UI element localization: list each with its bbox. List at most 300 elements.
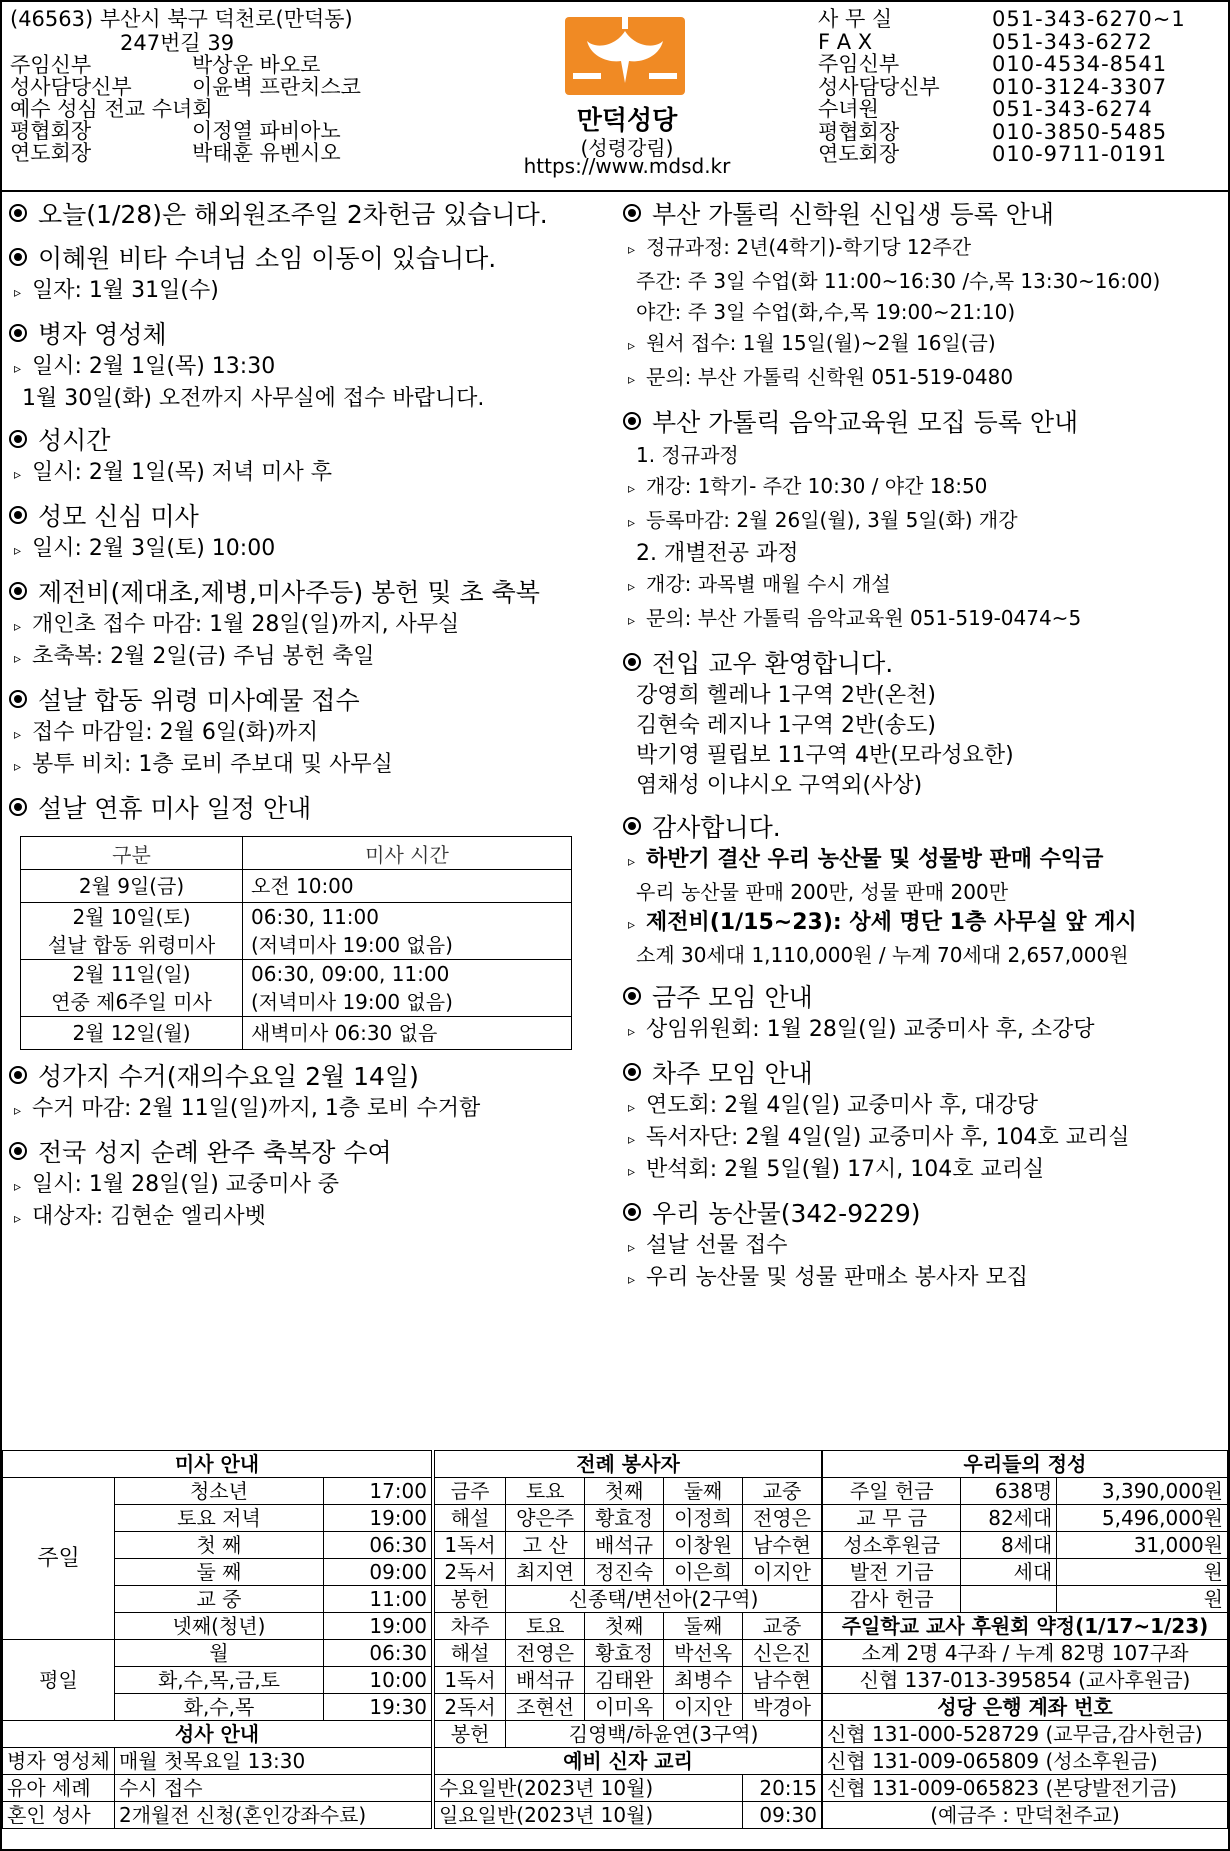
table-cell: 넷째(청년)	[114, 1613, 323, 1640]
notice-item	[622, 569, 1222, 603]
table-cell: 해설	[435, 1505, 506, 1532]
staff-role: 예수 성심 전교 수녀회	[10, 97, 213, 121]
dove-logo-icon	[565, 17, 685, 95]
triangle-right-icon: ▹	[628, 242, 636, 258]
table-cell: 혼인 성사	[3, 1802, 115, 1829]
notice-item	[8, 276, 608, 308]
notice-item-text: 일시: 1월 28일(일) 교중미사 중	[32, 1172, 340, 1197]
table-cell: 남수현	[743, 1532, 822, 1559]
table-cell: 638명	[961, 1478, 1057, 1505]
notice-item	[622, 711, 1222, 741]
table-cell: 2독서	[435, 1694, 506, 1721]
table-cell: 20:15	[743, 1775, 822, 1802]
mass-day-cell	[21, 960, 243, 1017]
notice-item-text: 2. 개별전공 과정	[636, 541, 799, 566]
table-cell: 청소년	[114, 1478, 323, 1505]
table-cell: 평일	[3, 1640, 115, 1721]
notice-item-text: 일자: 1월 31일(수)	[32, 278, 219, 303]
table-row	[823, 1613, 1228, 1640]
table-row	[823, 1451, 1228, 1478]
table-cell: 주일	[3, 1478, 115, 1640]
table-cell: 고 산	[506, 1532, 585, 1559]
church-url[interactable]: https://www.mdsd.kr	[523, 154, 731, 178]
table-cell: 이지안	[743, 1559, 822, 1586]
notice-title-text: 설날 합동 위령 미사예물 접수	[38, 686, 360, 715]
notice-item	[8, 750, 608, 782]
notice-item	[622, 328, 1222, 362]
notice-item	[622, 603, 1222, 637]
notice-item	[622, 232, 1222, 266]
notice-section	[8, 1060, 608, 1126]
notice-item	[622, 297, 1222, 328]
triangle-right-icon: ▹	[14, 285, 22, 301]
notice-section	[622, 1057, 1222, 1187]
triangle-right-icon: ▹	[628, 613, 636, 629]
notice-item	[622, 845, 1222, 877]
table-cell: 31,000원	[1057, 1532, 1228, 1559]
table-cell: 전례 봉사자	[435, 1451, 822, 1478]
table-cell: 82세대	[961, 1505, 1057, 1532]
table-row	[823, 1640, 1228, 1667]
table-cell: 김영백/하윤연(3구역)	[506, 1721, 822, 1748]
notice-item-text: 일시: 2월 1일(목) 저녁 미사 후	[32, 460, 333, 485]
triangle-right-icon: ▹	[628, 515, 636, 531]
table-cell: 신은진	[743, 1640, 822, 1667]
mass-day: 2월 9일(금)	[78, 874, 185, 898]
notice-title-text: 제전비(제대초,제병,미사주등) 봉헌 및 초 축복	[38, 578, 540, 607]
church-subtitle: (성령강림)	[580, 136, 674, 160]
table-cell: 둘째	[664, 1478, 743, 1505]
triangle-right-icon: ▹	[628, 1024, 636, 1040]
lunar-new-year-mass-table	[20, 836, 572, 1050]
table-cell: 유아 세례	[3, 1775, 115, 1802]
table-cell: 최지연	[506, 1559, 585, 1586]
notice-section	[622, 406, 1222, 637]
staff-name: 박상운 바오로	[192, 53, 321, 77]
mass-time: 새벽미사 06:30 없음	[251, 1021, 438, 1045]
notice-title-text: 감사합니다.	[652, 813, 781, 842]
notice-item	[622, 440, 1222, 471]
notice-section	[8, 318, 608, 414]
triangle-right-icon: ▹	[14, 759, 22, 775]
circle-dot-icon	[622, 1197, 652, 1231]
notice-item	[8, 1170, 608, 1202]
staff-name: 이윤벽 프란치스코	[192, 75, 361, 99]
table-cell: 황효정	[585, 1640, 664, 1667]
notice-item	[8, 610, 608, 642]
table-cell: 19:00	[323, 1613, 431, 1640]
notice-item	[622, 1263, 1222, 1295]
contact-number: 010-3850-5485	[992, 119, 1168, 144]
notice-title-text: 부산 가톨릭 음악교육원 모집 등록 안내	[652, 408, 1079, 437]
circle-dot-icon	[622, 1057, 652, 1091]
mass-day: 연중 제6주일 미사	[51, 990, 212, 1014]
circle-dot-icon	[8, 318, 38, 352]
contact-label: 성사담당신부	[818, 74, 940, 99]
circle-dot-icon	[622, 647, 652, 681]
table-cell: 10:00	[323, 1667, 431, 1694]
table-row	[435, 1694, 822, 1721]
notice-section	[8, 242, 608, 308]
table-cell: 이은희	[664, 1559, 743, 1586]
triangle-right-icon: ▹	[628, 338, 636, 354]
notice-section	[622, 1197, 1222, 1295]
table-cell: 성사 안내	[3, 1721, 432, 1748]
notice-section	[622, 198, 1222, 396]
address-line-2: 247번길 39	[120, 31, 235, 55]
notice-title	[622, 811, 1222, 845]
table-cell: 8세대	[961, 1532, 1057, 1559]
notice-item	[622, 741, 1222, 771]
table-row	[435, 1505, 822, 1532]
notice-item	[622, 771, 1222, 801]
table-cell: 우리들의 정성	[823, 1451, 1228, 1478]
table-cell: (예금주 : 만덕천주교)	[823, 1802, 1228, 1829]
notice-item-text: 개강: 과목별 매월 수시 개설	[646, 572, 891, 596]
notice-item-text: 김현숙 레지나 1구역 2반(송도)	[636, 713, 936, 738]
table-cell: 금주	[435, 1478, 506, 1505]
table-row	[435, 1532, 822, 1559]
table-row	[435, 1559, 822, 1586]
notice-item-text: 우리 농산물 판매 200만, 성물 판매 200만	[636, 880, 1009, 904]
notice-item-text: 우리 농산물 및 성물 판매소 봉사자 모집	[646, 1265, 1028, 1290]
staff-name: 박태훈 유벤시오	[192, 141, 341, 165]
notice-title	[8, 1136, 608, 1170]
table-cell: 1독서	[435, 1532, 506, 1559]
table-cell: 박선옥	[664, 1640, 743, 1667]
table-cell: 조현선	[506, 1694, 585, 1721]
table-cell: 월	[114, 1640, 323, 1667]
circle-dot-icon	[8, 242, 38, 276]
table-cell: 교 무 금	[823, 1505, 961, 1532]
contact-label: 주임신부	[818, 52, 900, 76]
table-cell: 원	[1057, 1559, 1228, 1586]
table-row	[823, 1775, 1228, 1802]
table-cell: 화,수,목,금,토	[114, 1667, 323, 1694]
circle-dot-icon	[8, 1060, 38, 1094]
notice-item-text: 정규과정: 2년(4학기)-학기당 12주간	[646, 235, 972, 259]
table-row	[435, 1640, 822, 1667]
contact-label: 사 무 실	[818, 7, 893, 31]
contact-label: 수녀원	[818, 97, 879, 121]
notice-item	[622, 471, 1222, 505]
table-cell: 전영은	[506, 1640, 585, 1667]
notice-title	[8, 792, 608, 826]
table-cell: 교중	[743, 1613, 822, 1640]
table-cell: 토요	[506, 1478, 585, 1505]
mass-day: 2월 11일(일)	[72, 962, 191, 986]
notice-item-text: 개강: 1학기- 주간 10:30 / 야간 18:50	[646, 474, 988, 498]
mass-time: (저녁미사 19:00 없음)	[251, 933, 453, 957]
notice-title-text: 성가지 수거(재의수요일 2월 14일)	[38, 1062, 419, 1091]
bulletin-header	[2, 2, 1228, 192]
notice-title	[8, 318, 608, 352]
notice-item-text: 설날 선물 접수	[646, 1233, 788, 1258]
triangle-right-icon: ▹	[14, 651, 22, 667]
notice-item	[8, 718, 608, 750]
table-cell: 이미옥	[585, 1694, 664, 1721]
notice-section	[8, 424, 608, 490]
circle-dot-icon	[8, 792, 38, 826]
table-cell: 신종택/변선아(2구역)	[506, 1586, 822, 1613]
table-cell: 주일학교 교사 후원회 약정(1/17~1/23)	[823, 1613, 1228, 1640]
notice-item-text: 1월 30일(화) 오전까지 사무실에 접수 바랍니다.	[22, 386, 485, 411]
notice-title	[622, 647, 1222, 681]
table-cell: 교중	[743, 1478, 822, 1505]
contact-number: 051-343-6272	[992, 29, 1153, 54]
table-row	[435, 1451, 822, 1478]
table-row	[823, 1694, 1228, 1721]
table-row	[823, 1586, 1228, 1613]
contact-number: 010-3124-3307	[992, 74, 1168, 99]
mass-day: 2월 10일(토)	[72, 905, 191, 929]
notice-item	[622, 940, 1222, 971]
table-cell: 수시 접수	[114, 1775, 431, 1802]
notice-title	[8, 242, 608, 276]
table-cell: 19:00	[323, 1505, 431, 1532]
table-row	[3, 1721, 432, 1748]
notice-title	[8, 198, 608, 232]
table-row	[435, 1775, 822, 1802]
notice-item	[622, 1123, 1222, 1155]
table-row	[435, 1721, 822, 1748]
notice-title	[8, 424, 608, 458]
table-row	[823, 1667, 1228, 1694]
mass-day: 2월 12일(월)	[72, 1021, 191, 1045]
notice-section	[8, 576, 608, 674]
notice-item-text: 하반기 결산 우리 농산물 및 성물방 판매 수익금	[646, 847, 1104, 872]
notice-item-text: 염채성 이냐시오 구역외(사상)	[636, 773, 923, 798]
table-cell: 감사 헌금	[823, 1586, 961, 1613]
table-row	[3, 1802, 432, 1829]
notice-item	[8, 352, 608, 384]
notice-item	[8, 534, 608, 566]
notice-title	[8, 1060, 608, 1094]
table-cell: 이지안	[664, 1694, 743, 1721]
table-cell: 소계 2명 4구좌 / 누계 82명 107구좌	[823, 1640, 1228, 1667]
table-row	[435, 1802, 822, 1829]
triangle-right-icon: ▹	[14, 1211, 22, 1227]
table-cell: 남수현	[743, 1667, 822, 1694]
notice-section	[8, 500, 608, 566]
table-cell: 미사 안내	[3, 1451, 432, 1478]
liturgy-servers-table	[434, 1450, 822, 1829]
staff-role: 연도회장	[10, 141, 92, 165]
notice-title-text: 차주 모임 안내	[652, 1059, 813, 1088]
triangle-right-icon: ▹	[628, 917, 636, 933]
table-row	[21, 903, 572, 960]
staff-name: 이정열 파비아노	[192, 119, 341, 143]
table-row	[3, 1451, 432, 1478]
table-cell: 세대	[961, 1559, 1057, 1586]
table-cell	[961, 1586, 1057, 1613]
triangle-right-icon: ▹	[628, 372, 636, 388]
table-cell: 09:30	[743, 1802, 822, 1829]
circle-dot-icon	[8, 684, 38, 718]
notice-item	[622, 1231, 1222, 1263]
table-cell: 06:30	[323, 1640, 431, 1667]
notice-title-text: 성시간	[38, 426, 111, 455]
mass-time: (저녁미사 19:00 없음)	[251, 990, 453, 1014]
circle-dot-icon	[622, 198, 652, 232]
table-header: 구분	[21, 837, 243, 870]
notice-item-text: 반석회: 2월 5일(월) 17시, 104호 교리실	[646, 1157, 1045, 1182]
notice-section	[622, 647, 1222, 801]
notice-title-text: 설날 연휴 미사 일정 안내	[38, 794, 312, 823]
table-row	[823, 1802, 1228, 1829]
notice-title-text: 이혜원 비타 수녀님 소임 이동이 있습니다.	[38, 244, 497, 273]
contact-number: 010-9711-0191	[992, 142, 1168, 166]
table-cell: 매월 첫목요일 13:30	[114, 1748, 431, 1775]
notice-item	[8, 458, 608, 490]
table-row	[435, 1478, 822, 1505]
notice-item-text: 박기영 필립보 11구역 4반(모라성요한)	[636, 743, 1014, 768]
table-cell: 예비 신자 교리	[435, 1748, 822, 1775]
notice-section	[8, 684, 608, 782]
table-row	[823, 1478, 1228, 1505]
notice-item-text: 일시: 2월 3일(토) 10:00	[32, 536, 276, 561]
staff-role: 성사담당신부	[10, 75, 132, 99]
contact-label: 평협회장	[818, 119, 900, 144]
mass-time: 06:30, 11:00	[251, 905, 379, 929]
notice-title	[8, 576, 608, 610]
triangle-right-icon: ▹	[14, 1103, 22, 1119]
table-cell: 토요 저녁	[114, 1505, 323, 1532]
staff-role: 평협회장	[10, 119, 92, 143]
mass-time-cell	[243, 903, 572, 960]
table-cell: 황효정	[585, 1505, 664, 1532]
table-cell: 봉헌	[435, 1586, 506, 1613]
table-cell: 전영은	[743, 1505, 822, 1532]
notice-title	[622, 406, 1222, 440]
notice-item-text: 1. 정규과정	[636, 443, 739, 467]
notice-item-text: 문의: 부산 가톨릭 음악교육원 051-519-0474~5	[646, 606, 1082, 630]
notice-title	[622, 981, 1222, 1015]
table-cell: 3,390,000원	[1057, 1478, 1228, 1505]
table-row	[3, 1775, 432, 1802]
table-row	[3, 1478, 432, 1505]
table-cell: 2독서	[435, 1559, 506, 1586]
right-notices	[622, 198, 1222, 1305]
notice-title-text: 오늘(1/28)은 해외원조주일 2차헌금 있습니다.	[38, 200, 548, 229]
table-cell: 09:00	[323, 1559, 431, 1586]
table-cell: 신협 137-013-395854 (교사후원금)	[823, 1667, 1228, 1694]
table-row	[21, 870, 572, 903]
notice-item	[8, 384, 608, 414]
contact-number: 010-4534-8541	[992, 52, 1168, 76]
notice-title-text: 병자 영성체	[38, 320, 167, 349]
table-cell: 둘째	[664, 1613, 743, 1640]
table-cell: 최병수	[664, 1667, 743, 1694]
notice-item-text: 주간: 주 3일 수업(화 11:00~16:30 /수,목 13:30~16:00)	[636, 269, 1161, 293]
mass-time: 오전 10:00	[251, 874, 354, 898]
table-row	[435, 1667, 822, 1694]
staff-role: 주임신부	[10, 53, 92, 77]
notice-item	[622, 877, 1222, 908]
notice-item	[622, 539, 1222, 569]
triangle-right-icon: ▹	[14, 727, 22, 743]
notice-item	[622, 1155, 1222, 1187]
notice-section	[8, 792, 608, 826]
table-row	[823, 1748, 1228, 1775]
offerings-table	[822, 1450, 1228, 1829]
table-cell: 양은주	[506, 1505, 585, 1532]
table-row	[823, 1721, 1228, 1748]
table-cell: 둘 째	[114, 1559, 323, 1586]
triangle-right-icon: ▹	[628, 1164, 636, 1180]
notice-title-text: 부산 가톨릭 신학원 신입생 등록 안내	[652, 200, 1054, 229]
table-cell: 신협 131-009-065809 (성소후원금)	[823, 1748, 1228, 1775]
notice-section	[622, 811, 1222, 971]
notice-item-text: 연도회: 2월 4일(일) 교중미사 후, 대강당	[646, 1093, 1039, 1118]
circle-dot-icon	[8, 424, 38, 458]
circle-dot-icon	[622, 811, 652, 845]
notice-item	[622, 908, 1222, 940]
notice-item	[622, 505, 1222, 539]
table-cell: 첫째	[585, 1613, 664, 1640]
triangle-right-icon: ▹	[628, 1100, 636, 1116]
notice-item-text: 일시: 2월 1일(목) 13:30	[32, 354, 276, 379]
table-cell: 봉헌	[435, 1721, 506, 1748]
triangle-right-icon: ▹	[628, 854, 636, 870]
table-cell: 첫 째	[114, 1532, 323, 1559]
contact-label: 연도회장	[818, 142, 900, 166]
table-cell: 이정희	[664, 1505, 743, 1532]
table-cell: 이창원	[664, 1532, 743, 1559]
table-cell: 첫째	[585, 1478, 664, 1505]
church-logo	[565, 17, 685, 95]
triangle-right-icon: ▹	[628, 1132, 636, 1148]
notice-item-text: 강영희 헬레나 1구역 2반(온천)	[636, 683, 936, 708]
table-row	[21, 960, 572, 1017]
circle-dot-icon	[8, 198, 38, 232]
notice-title	[622, 1057, 1222, 1091]
mass-time-cell	[243, 870, 572, 903]
notice-item-text: 개인초 접수 마감: 1월 28일(일)까지, 사무실	[32, 612, 460, 637]
table-header: 미사 시간	[243, 837, 572, 870]
table-row	[21, 1017, 572, 1050]
notice-item	[622, 362, 1222, 396]
notice-item-text: 야간: 주 3일 수업(화,수,목 19:00~21:10)	[636, 300, 1016, 324]
notice-item	[622, 1015, 1222, 1047]
table-cell: 성소후원금	[823, 1532, 961, 1559]
mass-day-cell	[21, 1017, 243, 1050]
notice-item	[622, 681, 1222, 711]
circle-dot-icon	[8, 500, 38, 534]
mass-time-cell	[243, 960, 572, 1017]
table-cell: 해설	[435, 1640, 506, 1667]
notice-title-text: 전국 성지 순례 완주 축복장 수여	[38, 1138, 392, 1167]
notice-item-text: 독서자단: 2월 4일(일) 교중미사 후, 104호 교리실	[646, 1125, 1130, 1150]
table-cell: 병자 영성체	[3, 1748, 115, 1775]
table-row	[823, 1532, 1228, 1559]
table-cell: 06:30	[323, 1532, 431, 1559]
notice-item-text: 접수 마감일: 2월 6일(화)까지	[32, 720, 319, 745]
triangle-right-icon: ▹	[628, 1240, 636, 1256]
table-cell: 박경아	[743, 1694, 822, 1721]
mass-day-cell	[21, 870, 243, 903]
notice-item	[8, 1094, 608, 1126]
mass-day-cell	[21, 903, 243, 960]
triangle-right-icon: ▹	[14, 361, 22, 377]
notice-item	[8, 642, 608, 674]
table-row	[435, 1613, 822, 1640]
notice-item-text: 등록마감: 2월 26일(월), 3월 5일(화) 개강	[646, 508, 1018, 532]
notice-item-text: 제전비(1/15~23): 상세 명단 1층 사무실 앞 게시	[646, 910, 1137, 935]
triangle-right-icon: ▹	[628, 1272, 636, 1288]
notice-item-text: 문의: 부산 가톨릭 신학원 051-519-0480	[646, 365, 1014, 389]
notice-item-text: 상임위원회: 1월 28일(일) 교중미사 후, 소강당	[646, 1017, 1095, 1042]
